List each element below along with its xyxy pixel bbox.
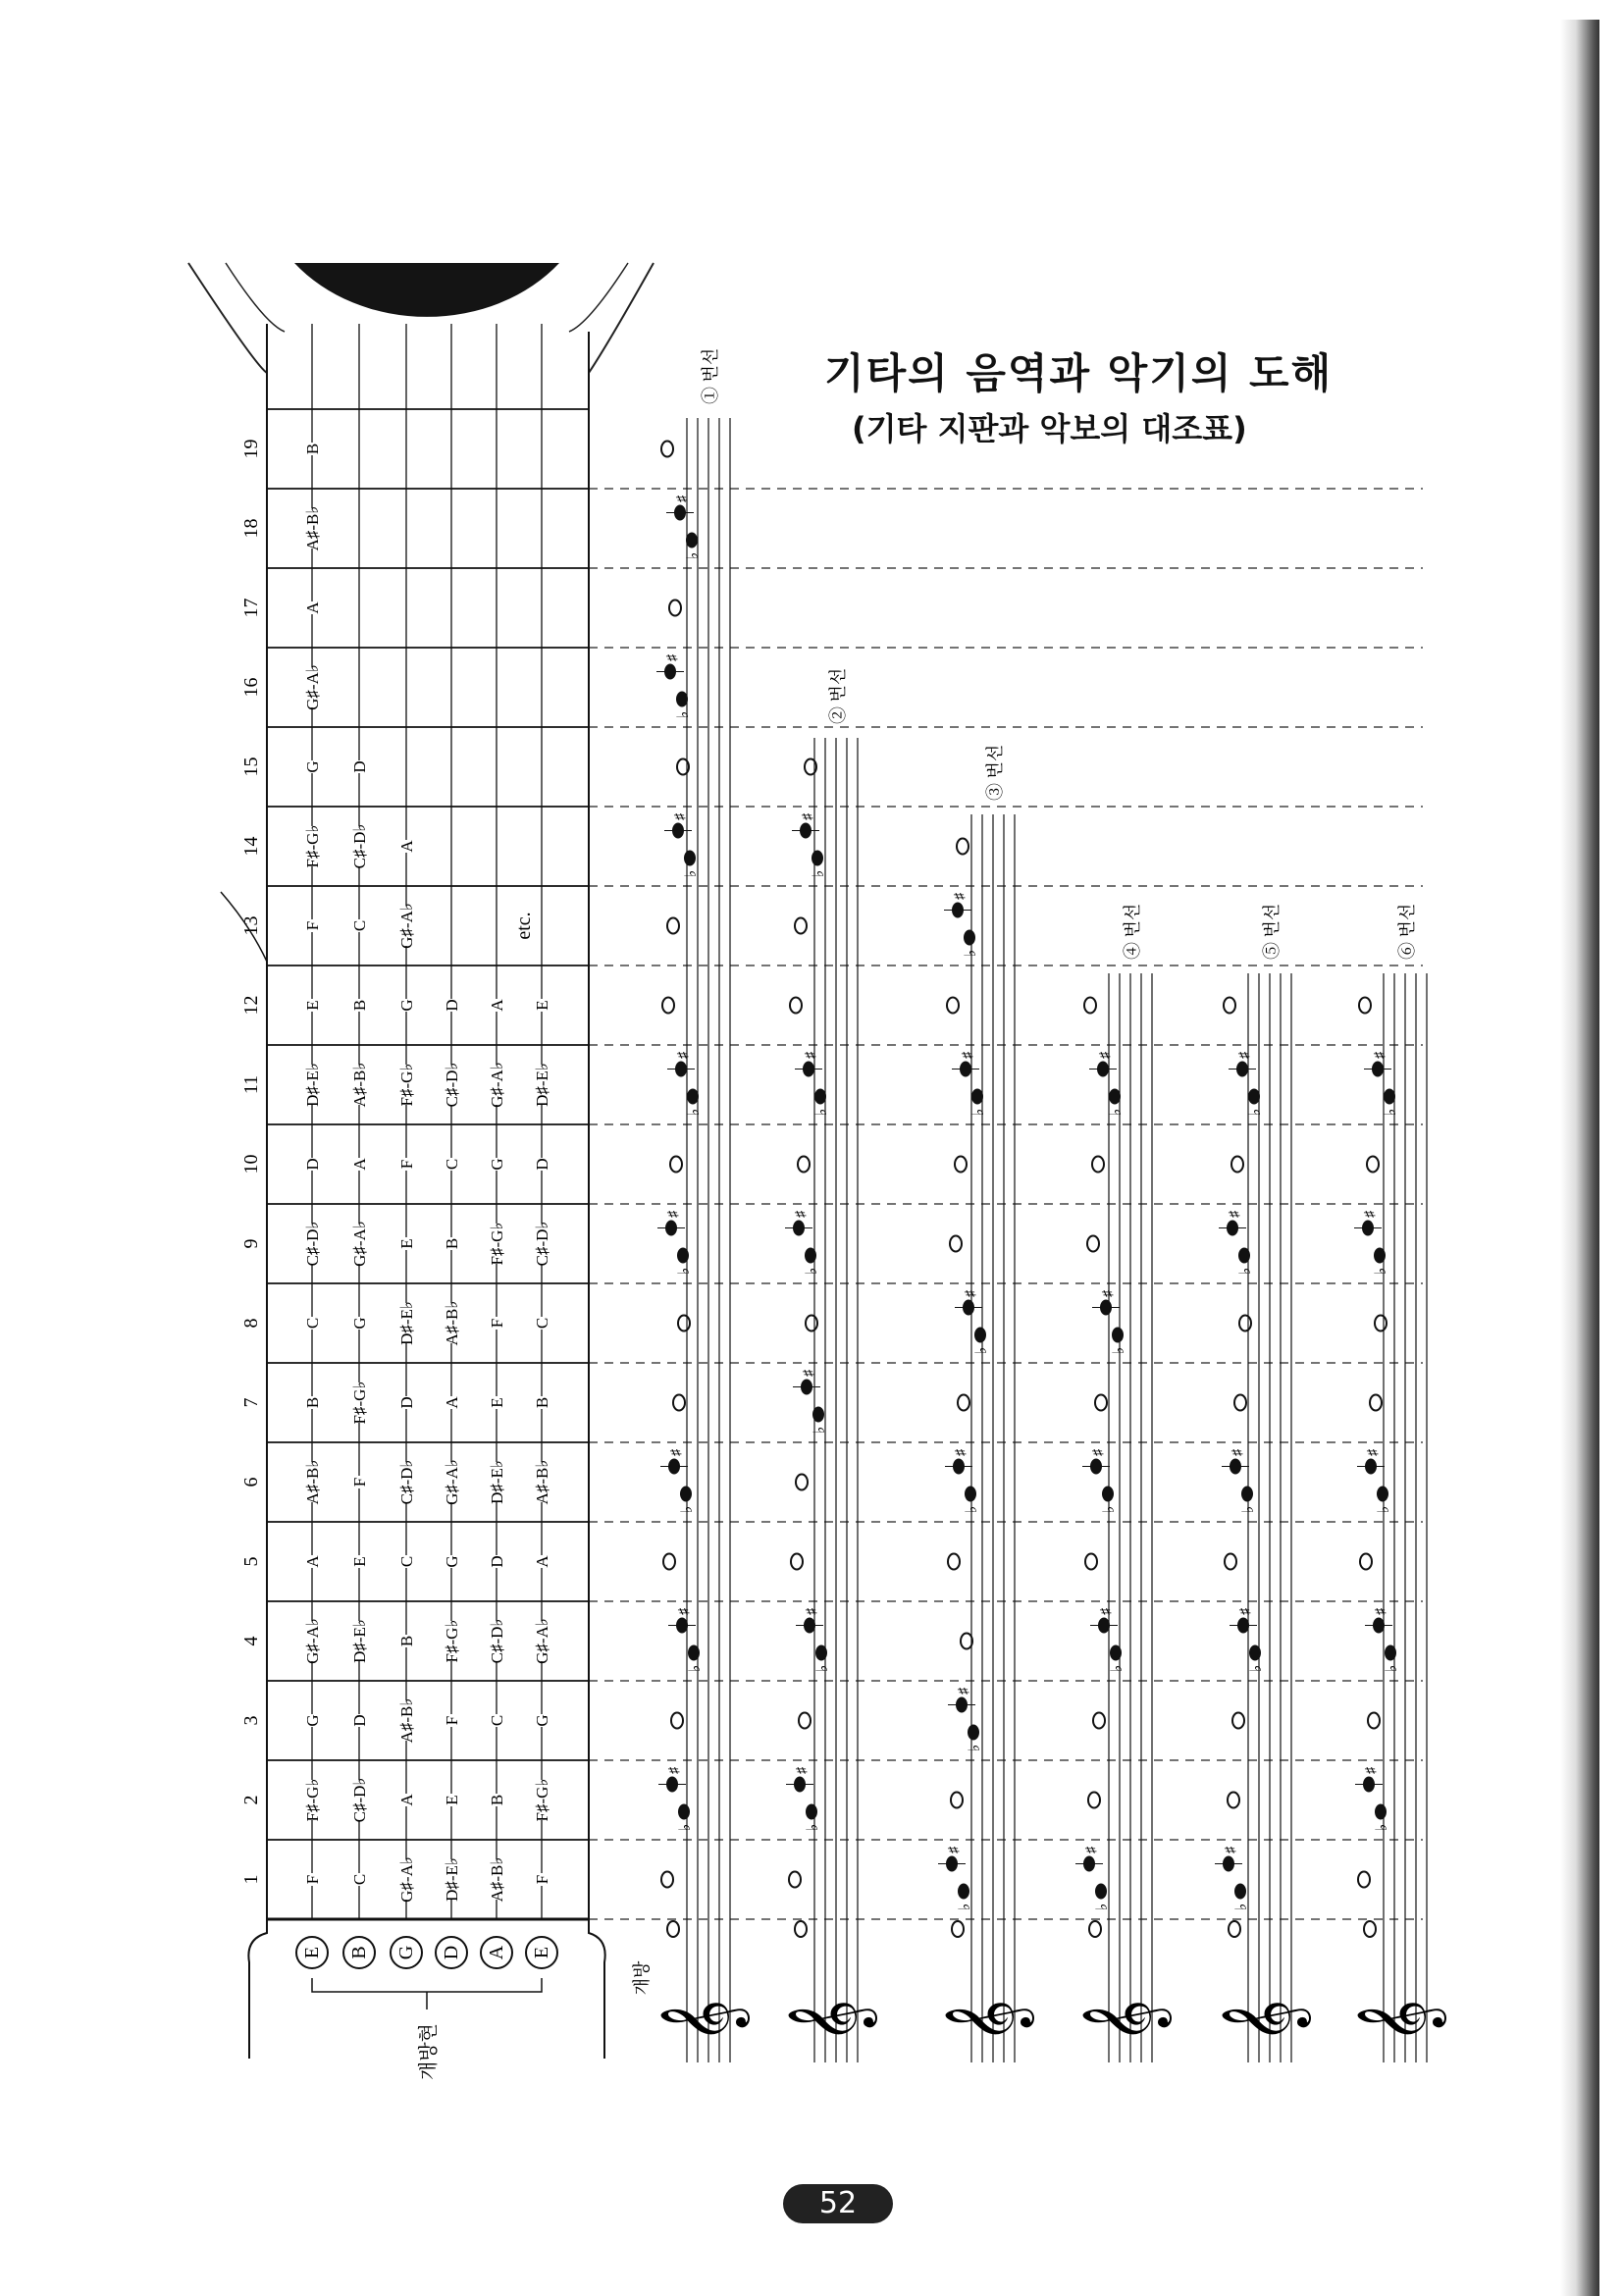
fret-note-label: B [350, 999, 369, 1012]
fret-note-label: A [397, 840, 416, 853]
sharp-sign: ♯ [675, 496, 690, 502]
flat-sign: ♭ [811, 869, 827, 878]
fret-note-label: A♯-B♭ [488, 1856, 506, 1903]
fret-number: 4 [240, 1636, 262, 1646]
fret-note-label: A♯-B♭ [350, 1062, 369, 1108]
fret-note-label: B [397, 1635, 416, 1647]
open-note [952, 1921, 964, 1937]
staff-note [1359, 998, 1371, 1014]
fret-note-label: C [397, 1555, 416, 1568]
staff-label: ① 번선 [701, 347, 720, 404]
staff-note [947, 998, 959, 1014]
sharp-sign: ♯ [676, 1052, 691, 1059]
staff-note-flat [686, 533, 698, 548]
staff-note-flat [687, 1089, 699, 1105]
sharp-sign: ♯ [795, 1767, 810, 1774]
flat-sign: ♭ [1384, 1664, 1400, 1673]
staff-note-flat [812, 1407, 824, 1423]
fret-note-label: F [350, 1477, 369, 1487]
staff-note-flat [1384, 1089, 1395, 1105]
flat-sign: ♭ [1248, 1664, 1265, 1673]
fret-note-label: G♯-A♭ [303, 664, 322, 710]
staff-label: ③ 번선 [985, 744, 1005, 801]
fret-note-label: F [488, 1318, 506, 1329]
open-strings-bracket [312, 1978, 542, 1992]
body-outline-right [589, 263, 654, 373]
fret-note-label: C♯-D♭ [533, 1221, 551, 1267]
flat-sign: ♭ [957, 1903, 973, 1911]
staff-label: ⑥ 번선 [1397, 903, 1417, 960]
fret-note-label: A♯-B♭ [397, 1697, 416, 1744]
staff-note-flat [971, 1089, 983, 1105]
sharp-sign: ♯ [801, 813, 815, 820]
fret-note-label: E [350, 1556, 369, 1567]
rosette-ring [226, 263, 285, 332]
sharp-sign: ♯ [669, 1449, 684, 1456]
flat-sign: ♭ [1374, 1823, 1390, 1832]
staff-note [1084, 998, 1096, 1014]
sharp-sign: ♯ [794, 1211, 809, 1218]
staff-note-flat [814, 1089, 826, 1105]
fret-note-label: G [303, 760, 322, 773]
fret-note-label: C [350, 1873, 369, 1886]
flat-sign: ♭ [679, 1505, 696, 1514]
flat-sign: ♭ [677, 1823, 694, 1832]
sharp-sign: ♯ [953, 893, 968, 900]
fret-note-label: E [488, 1397, 506, 1408]
fret-note-label: C [488, 1714, 506, 1727]
page-number: 52 [783, 2184, 893, 2223]
body-outline [188, 263, 267, 373]
open-label: 개방 [632, 1960, 652, 1996]
fret-note-label: A [488, 999, 506, 1012]
staff-note-flat [974, 1328, 986, 1343]
sharp-sign: ♯ [665, 654, 680, 661]
fret-note-label: B [303, 1396, 322, 1409]
fret-note-label: F♯-G♭ [303, 824, 322, 868]
staff-note-flat [688, 1645, 700, 1661]
fret-number: 14 [240, 836, 262, 857]
sharp-sign: ♯ [954, 1449, 969, 1456]
sharp-sign: ♯ [1091, 1449, 1106, 1456]
fret-note-label: F [303, 920, 322, 931]
flat-sign: ♭ [1101, 1505, 1118, 1514]
staff-note [1224, 998, 1235, 1014]
staff-note-flat [1248, 1089, 1260, 1105]
sharp-sign: ♯ [1084, 1847, 1099, 1853]
flat-sign: ♭ [1376, 1505, 1392, 1514]
staff-note [789, 1872, 801, 1888]
fret-note-label: A♯-B♭ [533, 1459, 551, 1505]
staff-note [1085, 1554, 1097, 1570]
open-note [1364, 1921, 1376, 1937]
staff-note [798, 1157, 810, 1173]
staff-note [678, 1316, 690, 1331]
fret-note-label: E [397, 1238, 416, 1249]
flat-sign: ♭ [1108, 1108, 1125, 1117]
sharp-sign: ♯ [957, 1688, 971, 1695]
fret-note-label: D♯-E♭ [303, 1063, 322, 1107]
staff-note [1239, 1316, 1251, 1331]
fret-number: 5 [240, 1556, 262, 1567]
staff-note [1095, 1395, 1107, 1411]
staff-note [671, 1713, 683, 1729]
sharp-sign: ♯ [947, 1847, 962, 1853]
treble-clef: 𝄞 [1084, 1999, 1167, 2044]
fret-note-label: A [397, 1794, 416, 1806]
fret-note-label: D [303, 1158, 322, 1171]
fret-note-label: D♯-E♭ [397, 1301, 416, 1345]
staff-note-flat [1377, 1487, 1388, 1502]
staff-note [795, 918, 807, 934]
staff-note-flat [680, 1487, 692, 1502]
treble-clef: 𝄞 [947, 1999, 1029, 2044]
headstock-right [589, 1919, 605, 2059]
sharp-sign: ♯ [677, 1608, 692, 1615]
fret-note-label: C♯-D♭ [350, 1777, 369, 1823]
flat-sign: ♭ [687, 1664, 704, 1673]
sharp-sign: ♯ [1373, 1052, 1387, 1059]
flat-sign: ♭ [973, 1346, 990, 1355]
staff-note-flat [1102, 1487, 1114, 1502]
fret-note-label: C [350, 919, 369, 932]
fret-note-label: G♯-A♭ [397, 1856, 416, 1903]
flat-sign: ♭ [1383, 1108, 1399, 1117]
sharp-sign: ♯ [1098, 1052, 1113, 1059]
open-string-note: D [441, 1945, 462, 1960]
fret-note-label: G♯-A♭ [488, 1062, 506, 1108]
sharp-sign: ♯ [673, 813, 688, 820]
fret-note-label: A [533, 1555, 551, 1568]
fret-number: 17 [240, 598, 262, 618]
fret-number: 12 [240, 995, 262, 1016]
fret-note-label: F♯-G♭ [533, 1778, 551, 1822]
flat-sign: ♭ [1237, 1267, 1254, 1276]
flat-sign: ♭ [675, 710, 692, 719]
flat-sign: ♭ [685, 551, 702, 560]
flat-sign: ♭ [1373, 1267, 1389, 1276]
fret-note-label: D [397, 1396, 416, 1409]
sharp-sign: ♯ [1363, 1211, 1378, 1218]
flat-sign: ♭ [1109, 1664, 1126, 1673]
staff-note [958, 1395, 969, 1411]
sharp-sign: ♯ [1228, 1211, 1242, 1218]
staff-note-flat [815, 1645, 827, 1661]
staff-label: ④ 번선 [1123, 903, 1142, 960]
staff-note-flat [1249, 1645, 1261, 1661]
staff-note [1358, 1872, 1370, 1888]
staff-note [1360, 1554, 1372, 1570]
open-note [1089, 1921, 1101, 1937]
staff-note-flat [1238, 1248, 1250, 1264]
fret-note-label: G [350, 1317, 369, 1330]
fret-note-label: F♯-G♭ [443, 1619, 461, 1663]
open-note [795, 1921, 807, 1937]
sharp-sign: ♯ [802, 1370, 816, 1377]
fret-note-label: B [533, 1396, 551, 1409]
staff-note-flat [812, 851, 823, 866]
staff-note [799, 1713, 811, 1729]
staff-note [1370, 1395, 1382, 1411]
fret-note-label: B [443, 1237, 461, 1250]
sharp-sign: ♯ [667, 1767, 682, 1774]
flat-sign: ♭ [805, 1823, 821, 1832]
sharp-sign: ♯ [1366, 1449, 1381, 1456]
staff-label: ⑤ 번선 [1262, 903, 1282, 960]
staff-note [1087, 1236, 1099, 1252]
fret-note-label: B [303, 443, 322, 455]
staff-note [961, 1634, 972, 1649]
sharp-sign: ♯ [1237, 1052, 1252, 1059]
fret-note-label: F [443, 1715, 461, 1726]
flat-sign: ♭ [964, 1505, 980, 1514]
fret-note-label: D♯-E♭ [488, 1460, 506, 1504]
fret-note-label: A [350, 1158, 369, 1171]
sharp-sign: ♯ [666, 1211, 681, 1218]
sharp-sign: ♯ [1374, 1608, 1388, 1615]
fret-note-label: G♯-A♭ [533, 1618, 551, 1664]
staff-note-flat [1109, 1089, 1121, 1105]
fret-note-label: D♯-E♭ [443, 1857, 461, 1902]
flat-sign: ♭ [967, 1744, 983, 1752]
sharp-sign: ♯ [1099, 1608, 1114, 1615]
fret-note-label: D♯-E♭ [533, 1063, 551, 1107]
sharp-sign: ♯ [1230, 1449, 1245, 1456]
sharp-sign: ♯ [1364, 1767, 1379, 1774]
fret-note-label: G [303, 1714, 322, 1727]
staff-note-flat [1234, 1884, 1246, 1900]
staff-label: ② 번선 [828, 667, 848, 724]
staff-note [957, 839, 969, 855]
staff-note-flat [1110, 1645, 1122, 1661]
fret-note-label: D [350, 760, 369, 773]
staff-note [661, 1872, 673, 1888]
treble-clef: 𝄞 [1359, 1999, 1441, 2044]
staff-note [1367, 1157, 1379, 1173]
sharp-sign: ♯ [805, 1608, 819, 1615]
flat-sign: ♭ [686, 1108, 703, 1117]
staff-note [951, 1793, 963, 1808]
staff-note-flat [1374, 1248, 1386, 1264]
open-string-note: E [531, 1946, 552, 1959]
staff-note-flat [968, 1725, 979, 1741]
fret-note-label: D [488, 1555, 506, 1568]
flat-sign: ♭ [1247, 1108, 1264, 1117]
staff-note-flat [1375, 1804, 1387, 1820]
fret-number: 2 [240, 1795, 262, 1805]
fret-note-label: D♯-E♭ [350, 1619, 369, 1663]
fret-number: 19 [240, 439, 262, 459]
etc-label: etc. [513, 912, 535, 940]
fret-note-label: B [488, 1794, 506, 1806]
fret-note-label: F♯-G♭ [303, 1778, 322, 1822]
staff-note [1368, 1713, 1380, 1729]
flat-sign: ♭ [970, 1108, 987, 1117]
headstock-left [248, 1919, 267, 2059]
staff-note-flat [676, 692, 688, 707]
sharp-sign: ♯ [1101, 1290, 1116, 1297]
staff-note [1231, 1157, 1243, 1173]
treble-clef: 𝄞 [1224, 1999, 1306, 2044]
fret-note-label: C [303, 1317, 322, 1330]
flat-sign: ♭ [814, 1664, 831, 1673]
staff-note-flat [958, 1884, 969, 1900]
fret-note-label: C [533, 1317, 551, 1330]
sharp-sign: ♯ [1224, 1847, 1238, 1853]
fret-note-label: A♯-B♭ [303, 1459, 322, 1505]
staff-note [955, 1157, 967, 1173]
fret-note-label: G♯-A♭ [303, 1618, 322, 1664]
staff-note [1088, 1793, 1100, 1808]
fret-note-label: A [303, 601, 322, 614]
staff-note [1375, 1316, 1387, 1331]
staff-note [662, 998, 674, 1014]
staff-note [1225, 1554, 1236, 1570]
staff-note [661, 442, 673, 457]
staff-note [1093, 1713, 1105, 1729]
fret-note-label: G♯-A♭ [443, 1459, 461, 1505]
flat-sign: ♭ [1233, 1903, 1250, 1911]
fret-note-label: A [443, 1396, 461, 1409]
fret-note-label: D [350, 1714, 369, 1727]
flat-sign: ♭ [813, 1108, 830, 1117]
open-string-note: E [301, 1946, 323, 1959]
staff-note-flat [1241, 1487, 1253, 1502]
flat-sign: ♭ [676, 1267, 693, 1276]
fret-number: 7 [240, 1397, 262, 1408]
staff-note [663, 1554, 675, 1570]
staff-note [806, 1316, 817, 1331]
fret-note-label: F♯-G♭ [488, 1222, 506, 1266]
fret-number: 11 [240, 1074, 262, 1095]
fret-note-label: A [303, 1555, 322, 1568]
sharp-sign: ♯ [804, 1052, 818, 1059]
sound-hole [294, 263, 559, 317]
fret-note-label: C [443, 1158, 461, 1171]
fret-note-label: G [533, 1714, 551, 1727]
staff-note [667, 918, 679, 934]
fret-note-label: G♯-A♭ [397, 903, 416, 949]
staff-note [670, 1157, 682, 1173]
staff-note-flat [1385, 1645, 1396, 1661]
fret-note-label: E [533, 1000, 551, 1011]
staff-note-flat [1112, 1328, 1124, 1343]
fret-note-label: D [533, 1158, 551, 1171]
fret-note-label: C♯-D♭ [397, 1459, 416, 1505]
treble-clef: 𝄞 [790, 1999, 872, 2044]
fret-note-label: G [488, 1158, 506, 1171]
sharp-sign: ♯ [1238, 1608, 1253, 1615]
fret-number: 16 [240, 677, 262, 698]
staff-note-flat [678, 1804, 690, 1820]
fret-note-label: C♯-D♭ [350, 823, 369, 869]
flat-sign: ♭ [1094, 1903, 1111, 1911]
staff-note [1232, 1713, 1244, 1729]
sharp-sign: ♯ [964, 1290, 978, 1297]
staff-note [1092, 1157, 1104, 1173]
staff-note-flat [677, 1248, 689, 1264]
staff-note-flat [965, 1487, 976, 1502]
sharp-sign: ♯ [961, 1052, 975, 1059]
fret-number: 13 [240, 915, 262, 936]
staff-note [948, 1554, 960, 1570]
fret-note-label: D [443, 999, 461, 1012]
fret-number: 18 [240, 518, 262, 539]
open-string-note: G [395, 1945, 417, 1960]
open-string-note: A [486, 1945, 507, 1960]
staff-note [790, 998, 802, 1014]
fret-note-label: A♯-B♭ [443, 1300, 461, 1346]
fret-note-label: C♯-D♭ [443, 1062, 461, 1108]
staff-note-flat [805, 1248, 816, 1264]
staff-note-flat [806, 1804, 817, 1820]
flat-sign: ♭ [804, 1267, 820, 1276]
staff-note [669, 600, 681, 616]
staff-note [950, 1236, 962, 1252]
fret-number: 9 [240, 1238, 262, 1249]
fret-note-label: F [397, 1159, 416, 1170]
staff-note [1228, 1793, 1239, 1808]
staff-note [1234, 1395, 1246, 1411]
flat-sign: ♭ [963, 949, 979, 958]
open-string-note: B [348, 1946, 370, 1959]
staff-note-flat [684, 851, 696, 866]
fret-note-label: F♯-G♭ [397, 1063, 416, 1107]
flat-sign: ♭ [1240, 1505, 1257, 1514]
page-title: 기타의 음역과 악기의 도해 [824, 349, 1334, 397]
fret-note-label: C♯-D♭ [488, 1618, 506, 1664]
fret-note-label: G [397, 999, 416, 1012]
fret-note-label: G [443, 1555, 461, 1568]
fret-note-label: E [303, 1000, 322, 1011]
staff-note-flat [964, 930, 975, 946]
open-strings-label: 개방현 [418, 2023, 440, 2080]
fret-number: 10 [240, 1154, 262, 1174]
fret-number: 15 [240, 757, 262, 777]
open-note [667, 1921, 679, 1937]
flat-sign: ♭ [812, 1426, 828, 1435]
fret-note-label: A♯-B♭ [303, 505, 322, 551]
staff-note-flat [1095, 1884, 1107, 1900]
flat-sign: ♭ [1111, 1346, 1127, 1355]
fret-note-label: E [443, 1795, 461, 1805]
fret-number: 8 [240, 1318, 262, 1329]
fret-note-label: F♯-G♭ [350, 1381, 369, 1425]
treble-clef: 𝄞 [662, 1999, 745, 2044]
staff-note [796, 1475, 808, 1490]
flat-sign: ♭ [683, 869, 700, 878]
open-note [1229, 1921, 1240, 1937]
staff-note [673, 1395, 685, 1411]
page-subtitle: (기타 지판과 악보의 대조표) [852, 410, 1247, 447]
fret-note-label: F [303, 1874, 322, 1885]
fret-note-label: F [533, 1874, 551, 1885]
fret-number: 1 [240, 1874, 262, 1885]
fret-number: 3 [240, 1715, 262, 1726]
fret-number: 6 [240, 1477, 262, 1487]
fret-note-label: G♯-A♭ [350, 1221, 369, 1267]
staff-note [791, 1554, 803, 1570]
fret-note-label: C♯-D♭ [303, 1221, 322, 1267]
